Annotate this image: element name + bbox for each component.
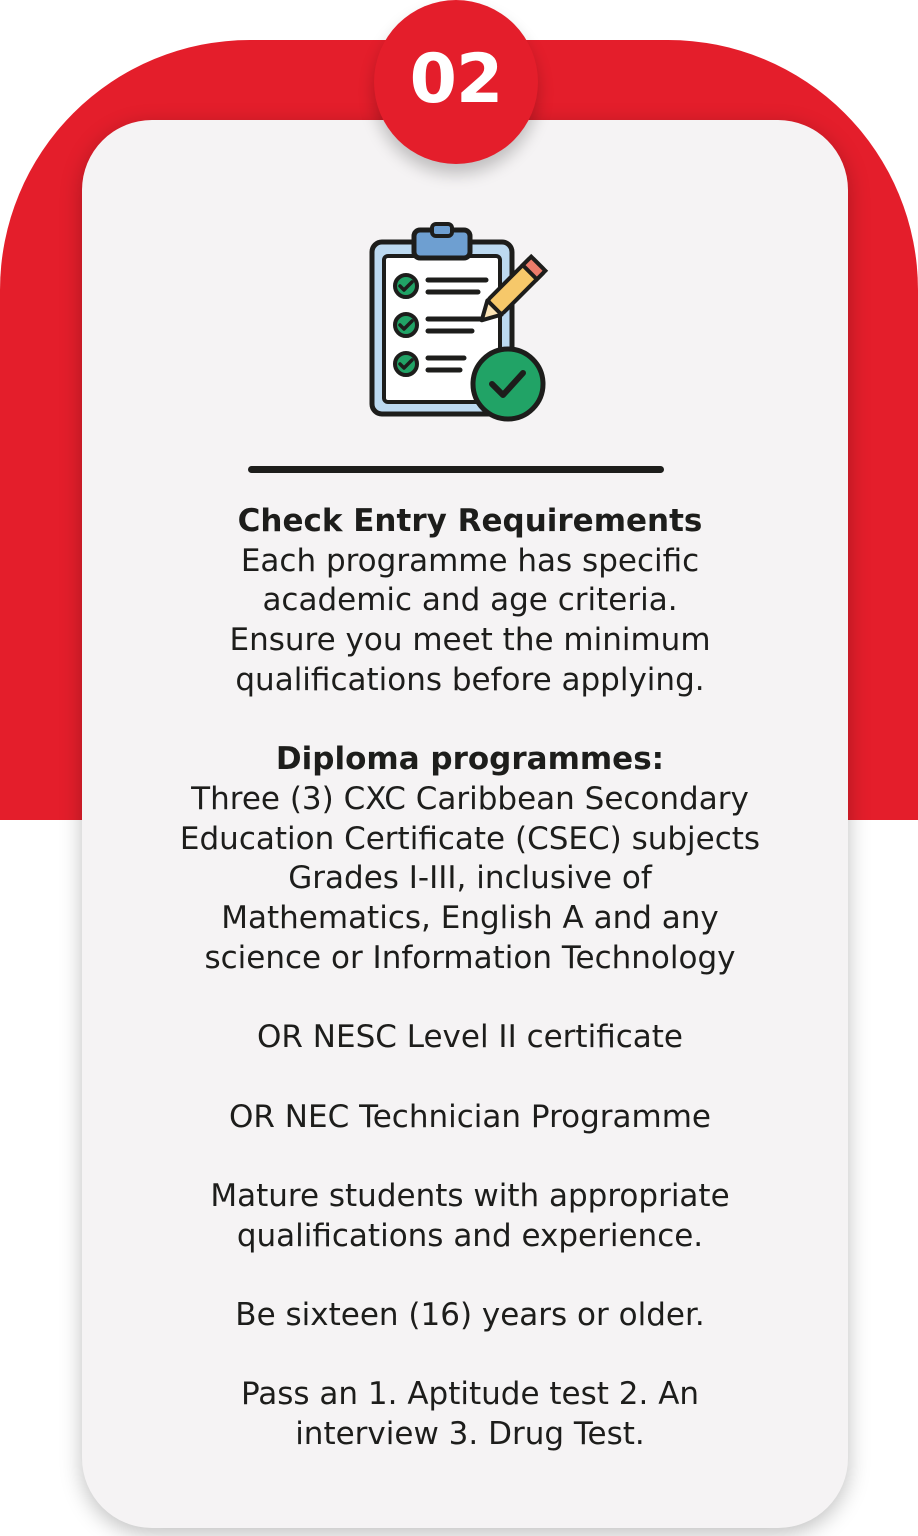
- diploma-line: science or Information Technology: [204, 939, 736, 976]
- intro-line: Ensure you meet the minimum: [229, 622, 711, 659]
- age-requirement: Be sixteen (16) years or older.: [235, 1296, 705, 1333]
- clipboard-checklist-icon: [360, 222, 560, 432]
- tests-line: Pass an 1. Aptitude test 2. An: [240, 1376, 700, 1413]
- diploma-heading: Diploma programmes:: [275, 741, 665, 778]
- intro-line: academic and age criteria.: [262, 582, 678, 619]
- step-badge: [374, 0, 538, 164]
- option-nesc: OR NESC Level II certificate: [257, 1019, 683, 1056]
- diploma-line: Mathematics, English A and any: [221, 900, 719, 937]
- mature-line: Mature students with appropriate: [210, 1177, 730, 1214]
- intro-line: Each programme has specific: [240, 542, 700, 579]
- mature-line: qualifications and experience.: [236, 1217, 704, 1254]
- option-nec: OR NEC Technician Programme: [229, 1098, 711, 1135]
- step-number: 02: [409, 39, 503, 119]
- diploma-line: Education Certificate (CSEC) subjects: [179, 820, 761, 857]
- intro-line: qualifications before applying.: [235, 661, 705, 698]
- tests-line: interview 3. Drug Test.: [295, 1416, 645, 1453]
- divider-line: [248, 466, 664, 473]
- diploma-line: Three (3) CXC Caribbean Secondary: [191, 780, 749, 817]
- section-title: Check Entry Requirements: [237, 503, 703, 539]
- diploma-line: Grades I-III, inclusive of: [288, 860, 652, 897]
- requirements-content: [120, 502, 820, 1455]
